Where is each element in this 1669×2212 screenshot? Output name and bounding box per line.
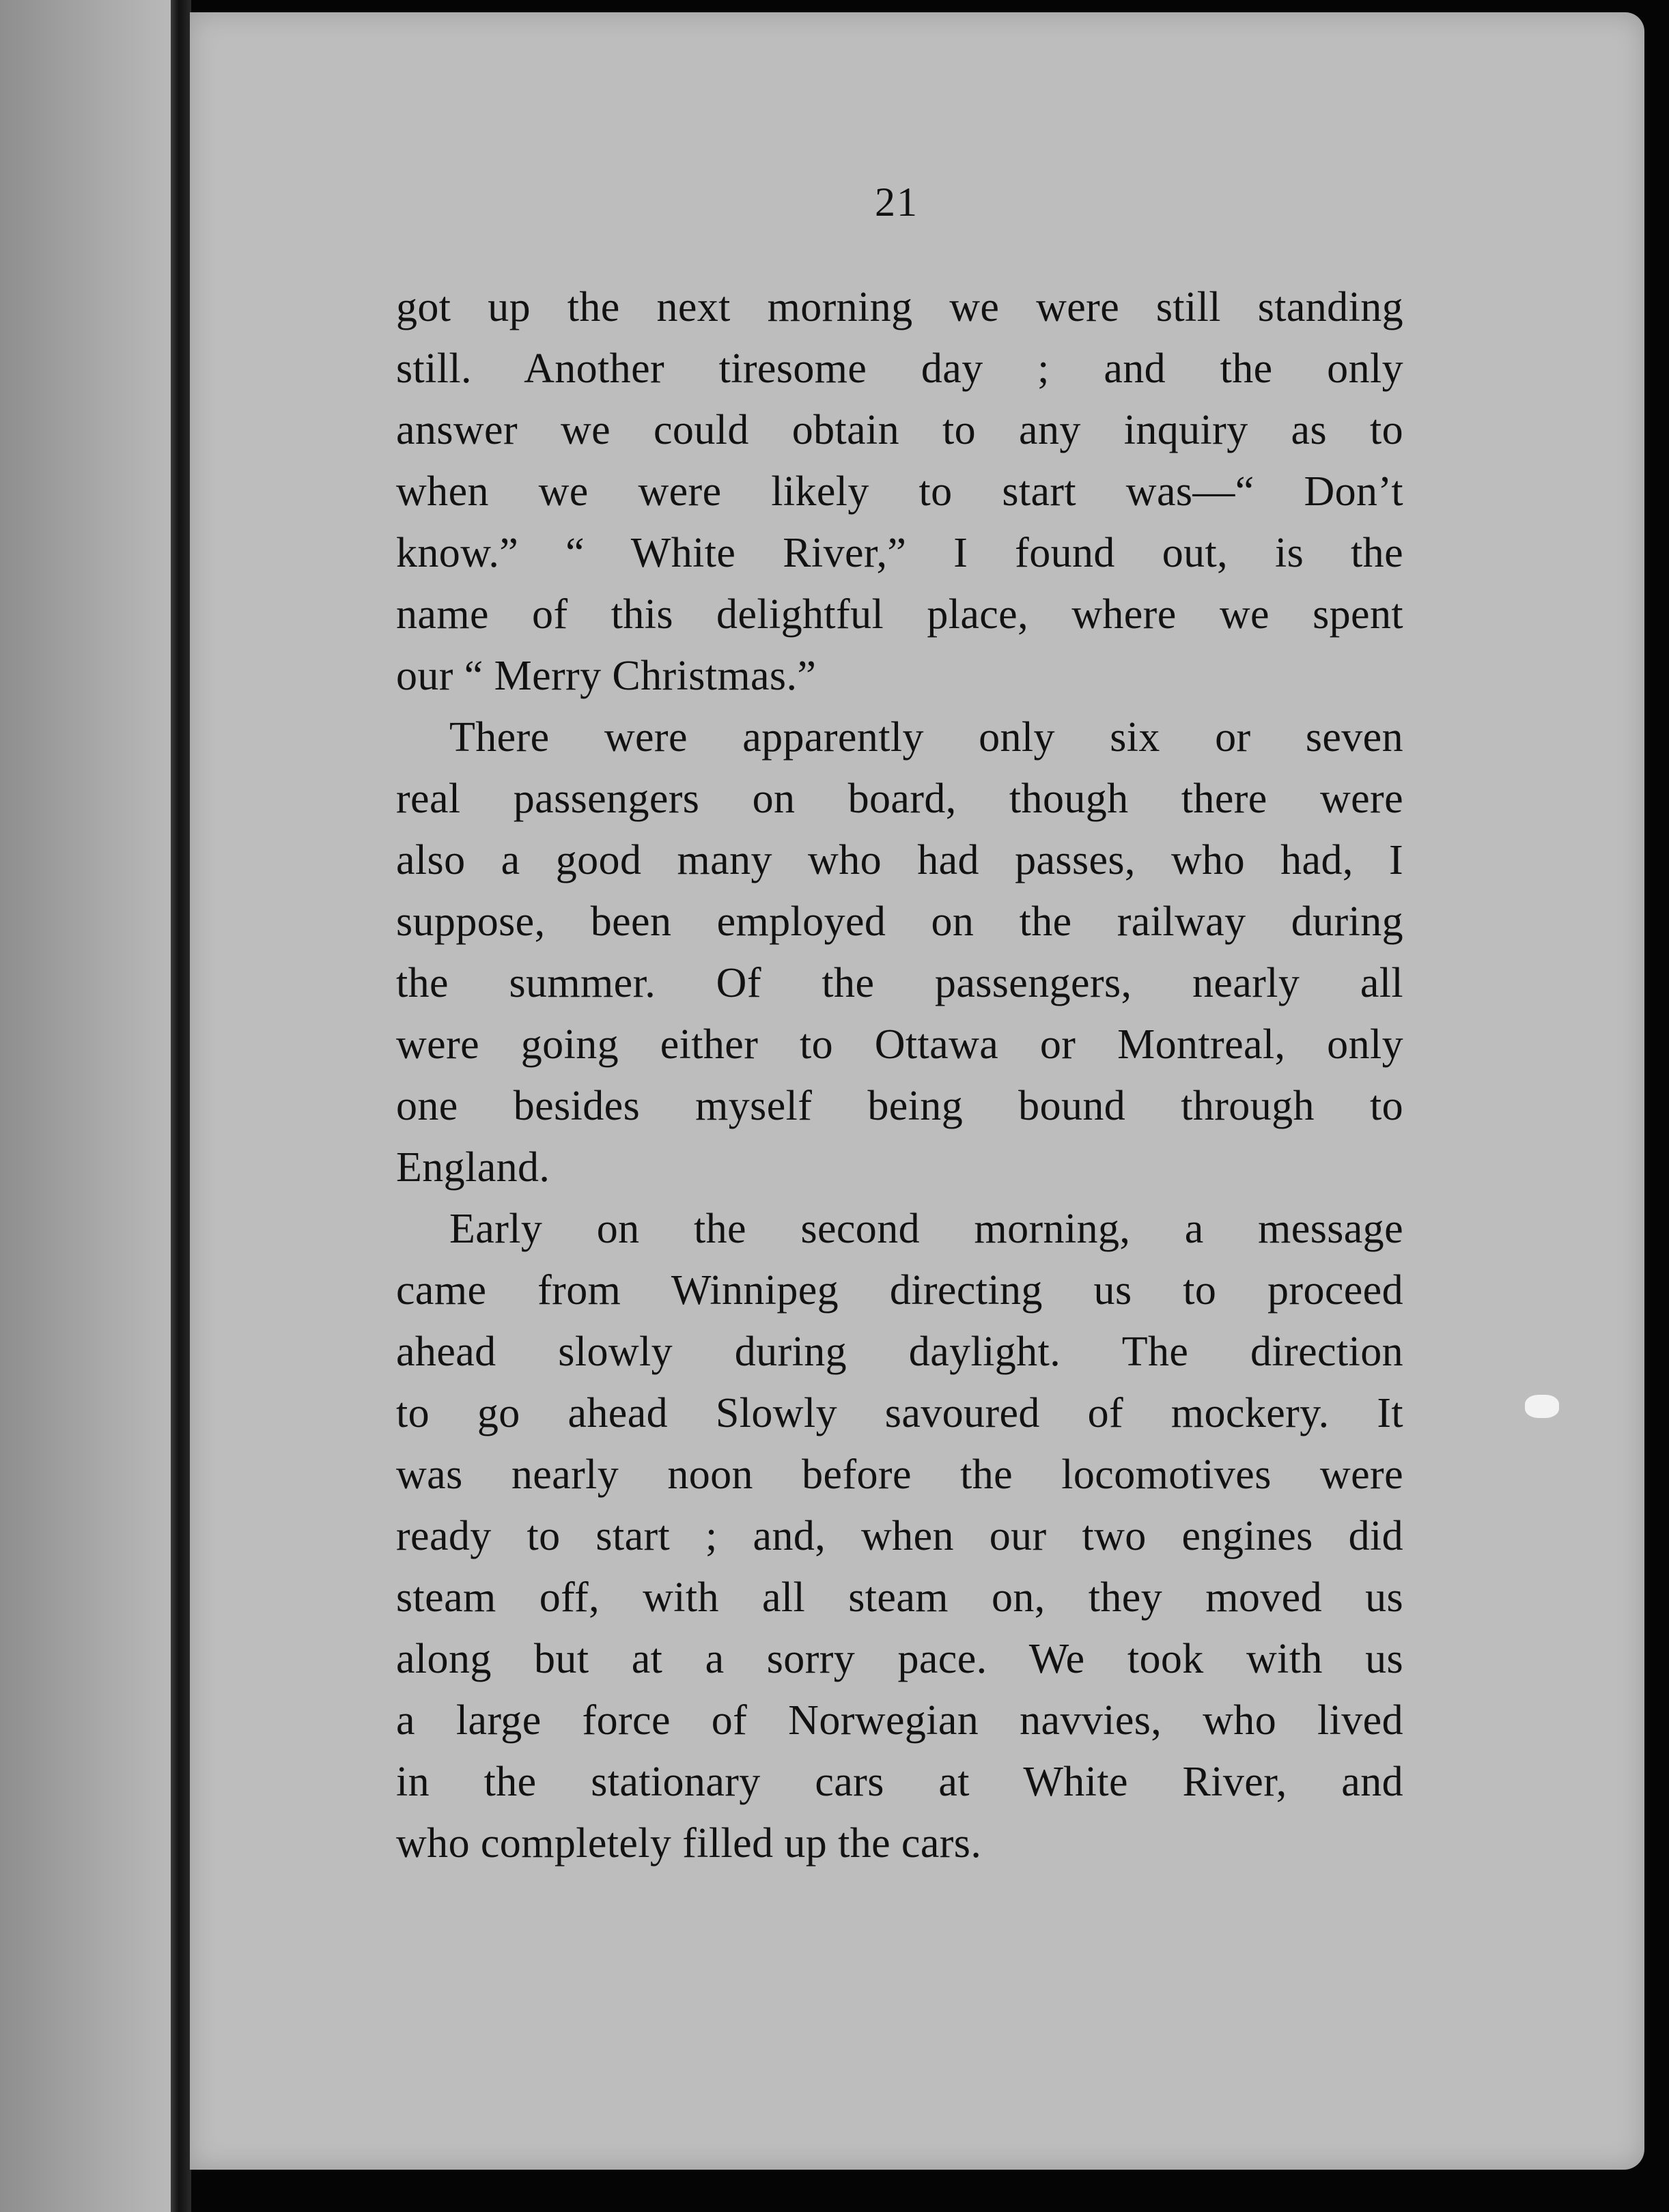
text-line: suppose, been employed on the railway during — [396, 898, 1403, 945]
text-line: a large force of Norwegian navvies, who lived — [396, 1697, 1403, 1744]
text-line: There were apparently only six or seven — [449, 714, 1403, 761]
text-line: one besides myself being bound through to — [396, 1083, 1403, 1129]
text-line: still. Another tiresome day ; and the only — [396, 345, 1403, 392]
paragraph-2 — [396, 707, 1403, 1198]
body-text — [396, 276, 1403, 1874]
paragraph-3 — [396, 1198, 1403, 1874]
facing-page-edge — [0, 0, 171, 2212]
text-line: our “ Merry Christmas.” — [396, 653, 817, 699]
text-line: along but at a sorry pace. We took with us — [396, 1636, 1403, 1682]
text-line: came from Winnipeg directing us to proceed — [396, 1267, 1403, 1314]
paragraph-1 — [396, 276, 1403, 707]
text-line: ahead slowly during daylight. The direction — [396, 1329, 1403, 1375]
text-line: Early on the second morning, a message — [449, 1206, 1403, 1252]
text-line: ready to start ; and, when our two engines did — [396, 1513, 1403, 1559]
text-line: real passengers on board, though there were — [396, 776, 1403, 822]
book-gutter — [171, 0, 191, 2212]
text-line: were going either to Ottawa or Montreal, only — [396, 1021, 1403, 1068]
text-line: was nearly noon before the locomotives were — [396, 1451, 1403, 1498]
text-line: to go ahead Slowly savoured of mockery. It — [396, 1390, 1403, 1436]
text-line: the summer. Of the passengers, nearly all — [396, 960, 1403, 1006]
paper-blemish — [1525, 1395, 1559, 1418]
text-line: when we were likely to start was—“ Don’t — [396, 468, 1403, 515]
text-line: answer we could obtain to any inquiry as to — [396, 407, 1403, 453]
text-line: got up the next morning we were still standing — [396, 284, 1403, 330]
page-number: 21 — [875, 180, 918, 225]
text-line: steam off, with all steam on, they moved us — [396, 1574, 1403, 1621]
text-line: name of this delightful place, where we spent — [396, 591, 1403, 638]
text-line: know.” “ White River,” I found out, is the — [396, 530, 1403, 576]
text-line: also a good many who had passes, who had, I — [396, 837, 1403, 883]
text-line: in the stationary cars at White River, and — [396, 1759, 1403, 1805]
text-line: England. — [396, 1144, 550, 1191]
text-line: who completely filled up the cars. — [396, 1820, 982, 1867]
